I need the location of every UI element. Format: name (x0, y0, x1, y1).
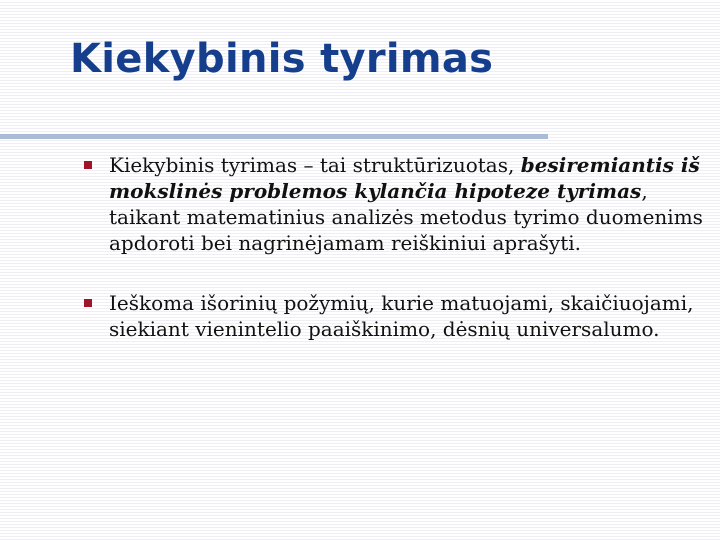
square-bullet-icon (84, 161, 92, 169)
square-bullet-icon (84, 299, 92, 307)
title-divider (0, 134, 548, 139)
bullet-text-before: Kiekybinis tyrimas – tai struktūrizuotas, (109, 153, 521, 177)
bullet-text-after: , taikant matematinius analizės metodus tyrimo duomenims apdoroti bei nagrinėjamam reiškiniui aprašyti. (109, 179, 703, 255)
bullet-item-search (82, 290, 707, 342)
bullet-text: Ieškoma išorinių požymių, kurie matuojami, skaičiuojami, siekiant vienintelio paaiškinimo, dėsnių universalumo. (109, 291, 694, 341)
bullet-list (82, 152, 707, 376)
bullet-emphasis: besiremiantis iš mokslinės problemos kylančia hipoteze tyrimas (109, 153, 700, 203)
slide-title: Kiekybinis tyrimas (70, 36, 494, 82)
bullet-item-definition (82, 152, 707, 256)
